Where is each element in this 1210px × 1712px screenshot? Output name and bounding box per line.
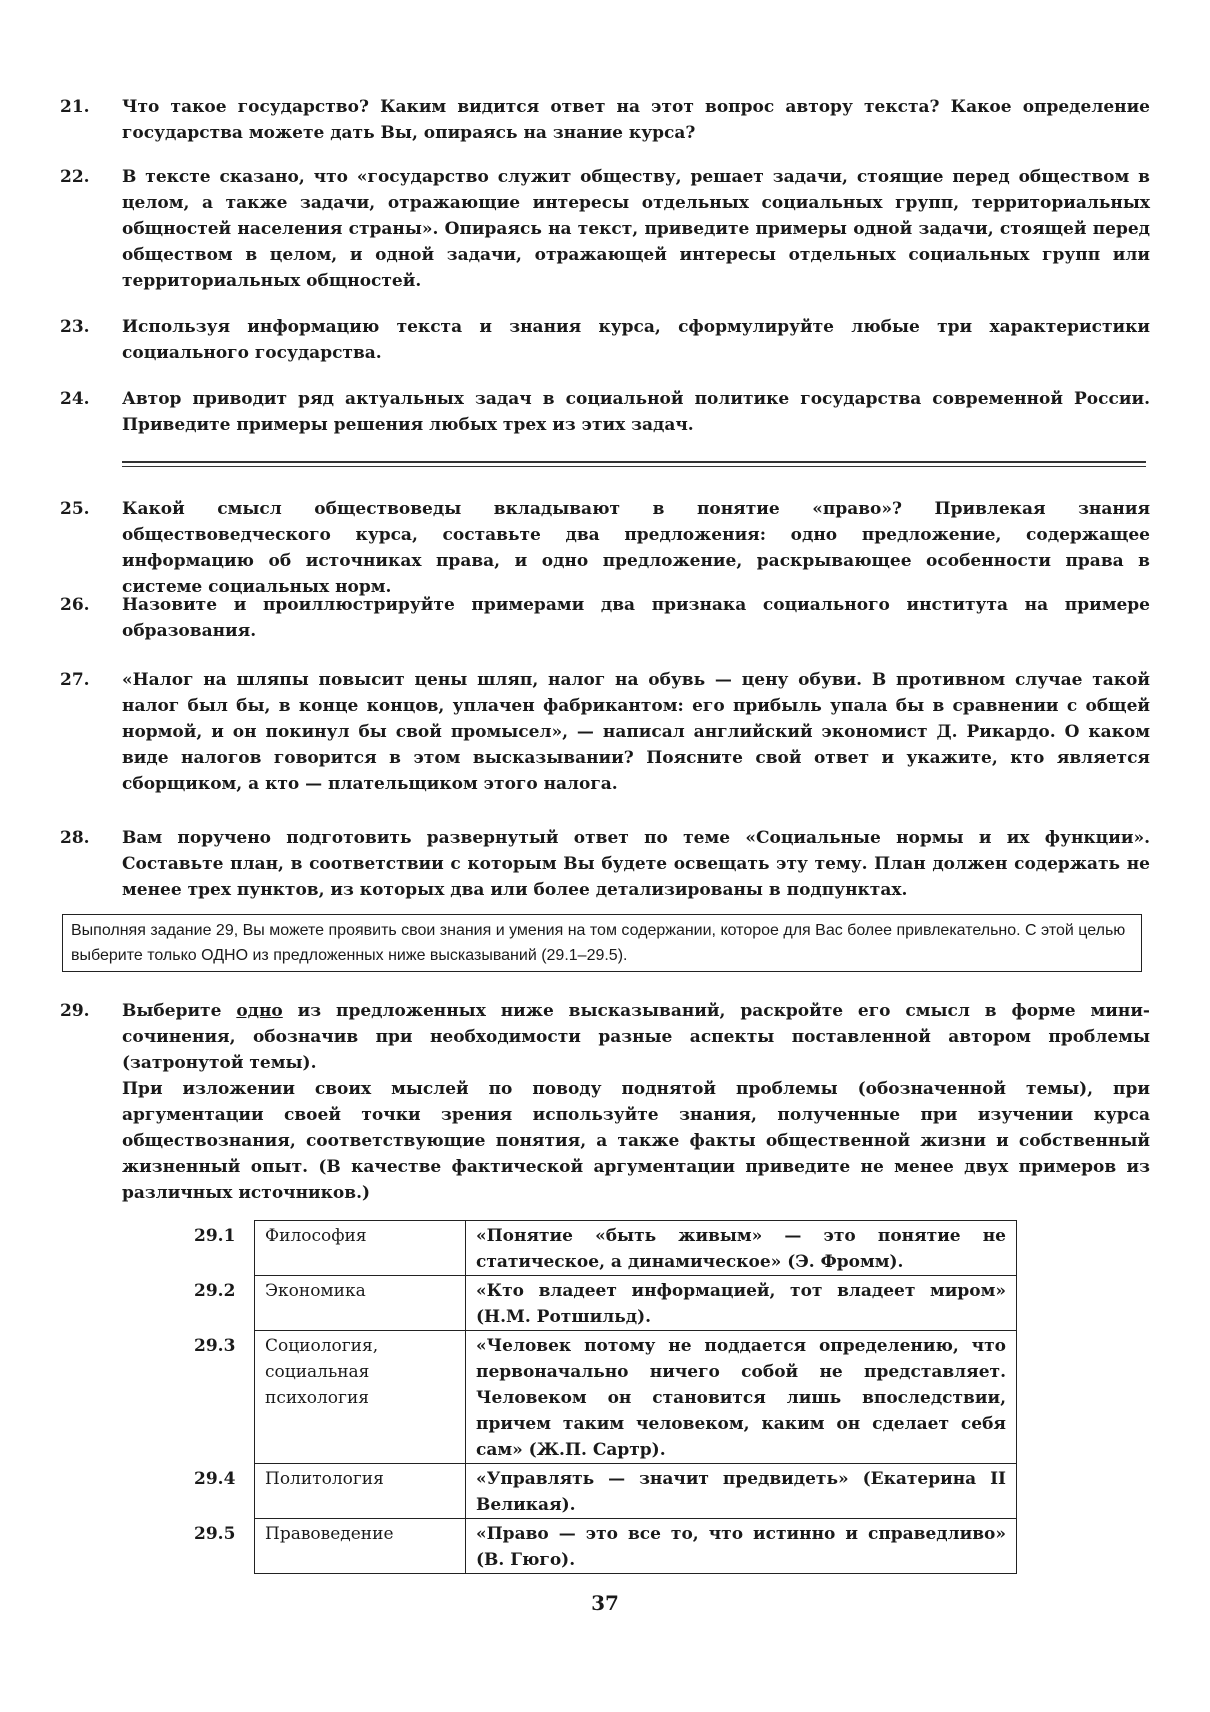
question-number: 24. [60,389,90,409]
table-row [186,1276,1017,1331]
question-number: 23. [60,317,90,337]
table-row [186,1464,1017,1519]
question-number: 21. [60,97,90,117]
question-text: «Налог на шляпы повысит цены шляп, налог на обувь — цену обуви. В противном случае такой налог был бы, в конце концов, уплачен фабрикантом: его прибыль упала бы в сравнении с общей нормой, и он покинул бы свой промысел», — написал английский экономист Д. Рикардо. О каком виде налогов говорится в этом высказывании? Поясните свой ответ и укажите, кто является сборщиком, а кто — плательщиком этого налога. [122,670,1150,794]
table-row [186,1331,1017,1464]
text-run: . (В качестве фактической аргументации приведите не менее двух примеров из различных источников.) [122,1157,1150,1203]
row-quote: «Человек потому не поддается определению, что первоначально ничего собой не представляет. Человеком он становится лишь впоследствии, причем таким человеком, каким он сделает себя сам» (Ж.П. Сартр). [466,1331,1017,1464]
section-divider [122,461,1146,463]
row-quote: «Понятие «быть живым» — это понятие не статическое, а динамическое» (Э. Фромм). [466,1221,1017,1276]
row-quote: «Кто владеет информацией, тот владеет миром» (Н.М. Ротшильд). [466,1276,1017,1331]
question-text: В тексте сказано, что «государство служит обществу, решает задачи, стоящие перед обществом в целом, а также задачи, отражающие интересы отдельных социальных групп, территориальных общностей населения страны». Опираясь на текст, приведите примеры одной задачи, стоящей перед обществом в целом, и одной задачи, отражающей интересы отдельных социальных групп или территориальных общностей. [122,167,1150,291]
question-number: 25. [60,499,90,519]
question-text: Назовите и проиллюстрируйте примерами два признака социального института на примере образования. [122,595,1150,641]
row-topic: Правоведение [255,1519,466,1574]
emphasis-experience: опыт [250,1157,303,1177]
text-run: , а также [580,1131,690,1151]
emphasis-one: одно [236,1001,283,1021]
question-21 [60,94,1150,146]
table-row [186,1221,1017,1276]
question-text: Какой смысл обществоведы вкладывают в понятие «право»? Привлекая знания обществоведческого курса, составьте два предложения: одно предложение, содержащее информацию об источниках права, и одно предложение, раскрывающее особенности права в системе социальных норм. [122,499,1150,597]
page-number: 37 [591,1591,619,1615]
row-number: 29.5 [194,1523,236,1544]
text-run: Выберите [122,1001,237,1021]
question-26 [60,592,1150,644]
question-24 [60,386,1150,438]
question-text [122,998,1150,1206]
question-25 [60,496,1150,600]
question-text: Автор приводит ряд актуальных задач в социальной политике государства современной России. Приведите примеры решения любых трех из этих задач. [122,389,1150,435]
row-topic: Социология, социальная психология [255,1331,466,1464]
instruction-box [62,914,1142,972]
question-22 [60,164,1150,294]
question-28 [60,825,1150,903]
row-number: 29.1 [194,1225,236,1246]
row-topic: Экономика [255,1276,466,1331]
text-run: общественной жизни и собственный жизненный [122,1131,1151,1177]
question-text: Что такое государство? Каким видится ответ на этот вопрос автору текста? Какое определение государства можете дать Вы, опираясь на знание курса? [122,97,1150,143]
question-number: 29. [60,1001,90,1021]
table-row [186,1519,1017,1574]
text-run: При изложении своих мыслей по поводу поднятой проблемы (обозначенной темы), при аргументации своей точки зрения используйте [122,1079,1150,1125]
row-number: 29.3 [194,1335,236,1356]
row-number: 29.2 [194,1280,236,1301]
text-run: из предложенных ниже высказываний, раскройте его смысл в форме мини-сочинения, обозначив при необходимости разные аспекты поставленной автором проблемы (затронутой темы). [122,1001,1150,1073]
section-divider-thin [122,466,1146,467]
question-23 [60,314,1150,366]
row-quote: «Право — это все то, что истинно и справедливо» (В. Гюго). [466,1519,1017,1574]
q29-paragraph-2 [122,1076,1150,1206]
question-number: 27. [60,670,90,690]
question-text: Вам поручено подготовить развернутый ответ по теме «Социальные нормы и их функции». Составьте план, в соответствии с которым Вы будете освещать эту тему. План должен содержать не менее трех пунктов, из которых два или более детализированы в подпунктах. [122,828,1150,900]
emphasis-facts: факты [689,1131,756,1151]
row-topic: Философия [255,1221,466,1276]
quotes-table [186,1220,1017,1574]
question-text: Используя информацию текста и знания курса, сформулируйте любые три характеристики социального государства. [122,317,1150,363]
emphasis-knowledge: знания [679,1105,751,1125]
text-run: , полученные при изучении курса обществознания, соответствующие [122,1105,1150,1151]
row-quote: «Управлять — значит предвидеть» (Екатерина II Великая). [466,1464,1017,1519]
emphasis-concepts: понятия [495,1131,581,1151]
question-number: 22. [60,167,90,187]
question-29 [60,998,1150,1206]
question-27 [60,667,1150,797]
question-number: 26. [60,595,90,615]
q29-paragraph-1 [122,998,1150,1076]
instruction-text: Выполняя задание 29, Вы можете проявить свои знания и умения на том содержании, которое для Вас более привлекательно. С этой целью выберите только ОДНО из предложенных ниже высказываний (29.1–29.5). [71,922,1126,964]
row-number: 29.4 [194,1468,236,1489]
question-number: 28. [60,828,90,848]
row-topic: Политология [255,1464,466,1519]
